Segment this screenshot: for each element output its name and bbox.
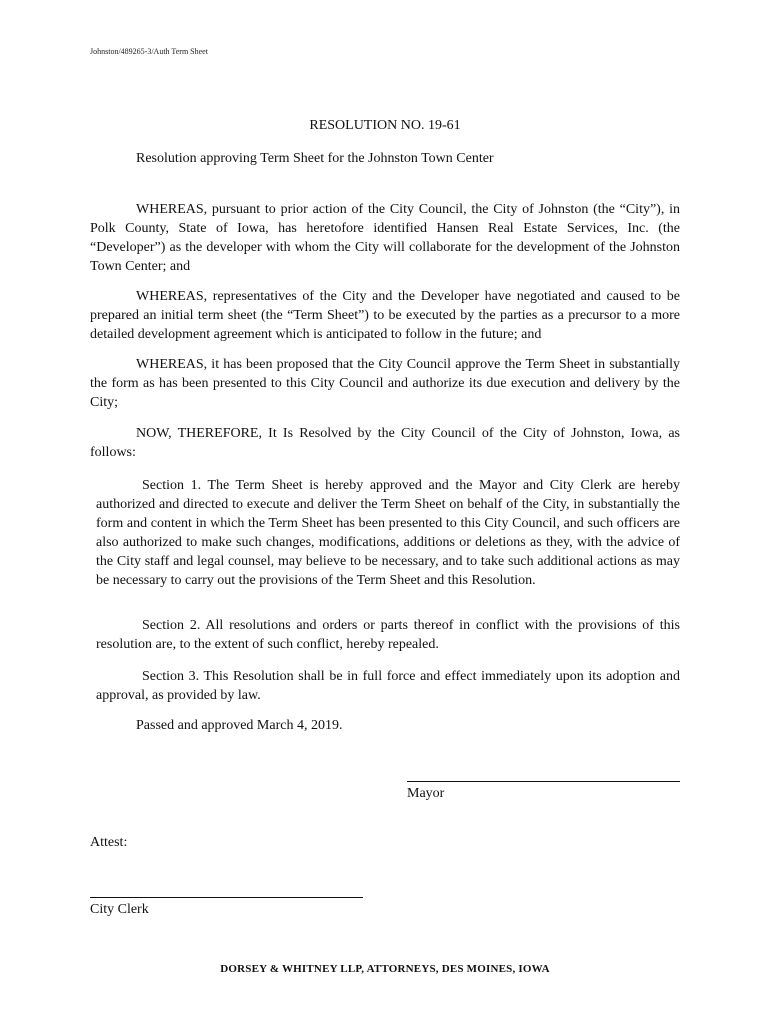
mayor-label: Mayor: [407, 786, 445, 801]
city-clerk-label: City Clerk: [90, 902, 149, 917]
section-1-paragraph: Section 1. The Term Sheet is hereby approved and the Mayor and City Clerk are hereby authorized and directed to execute and deliver the Term Sheet on behalf of the City, in substantially the form and content in which the Term Sheet has been presented to this City Council, and such officers are also authorized to make such changes, modifications, additions or deletions as they, with the advice of the City staff and legal counsel, may believe to be necessary, and to take such additional actions as may be necessary to carry out the provisions of the Term Sheet and this Resolution.: [96, 478, 680, 588]
whereas-paragraph-2: WHEREAS, representatives of the City and the Developer have negotiated and caused to be prepared an initial term sheet (the “Term Sheet”) to be executed by the parties as a precursor to a more detailed development agreement which is anticipated to follow in the future; and: [90, 289, 680, 342]
section-3-paragraph: Section 3. This Resolution shall be in full force and effect immediately upon its adoption and approval, as provided by law.: [96, 669, 680, 703]
passed-approved-date: Passed and approved March 4, 2019.: [136, 718, 343, 733]
section-2-paragraph: Section 2. All resolutions and orders or parts thereof in conflict with the provisions of this resolution are, to the extent of such conflict, hereby repealed.: [96, 618, 680, 652]
document-reference: Johnston/489265-3/Auth Term Sheet: [90, 47, 208, 56]
city-clerk-signature-line: [90, 897, 363, 898]
mayor-signature-line: [407, 781, 680, 782]
whereas-paragraph-3: WHEREAS, it has been proposed that the City Council approve the Term Sheet in substantially the form as has been presented to this City Council and authorize its due execution and delivery by the City;: [90, 357, 680, 410]
law-firm-footer: DORSEY & WHITNEY LLP, ATTORNEYS, DES MOINES, IOWA: [220, 963, 550, 975]
now-therefore-paragraph: NOW, THEREFORE, It Is Resolved by the City Council of the City of Johnston, Iowa, as follows:: [90, 426, 680, 460]
resolution-title: RESOLUTION NO. 19-61: [309, 118, 461, 133]
resolution-subtitle: Resolution approving Term Sheet for the Johnston Town Center: [136, 151, 494, 166]
attest-label: Attest:: [90, 835, 128, 850]
whereas-paragraph-1: WHEREAS, pursuant to prior action of the City Council, the City of Johnston (the “City”), in Polk County, State of Iowa, has heretofore identified Hansen Real Estate Services, Inc. (the “Developer”) as the developer with whom the City will collaborate for the development of the Johnston Town Center; and: [90, 202, 680, 274]
